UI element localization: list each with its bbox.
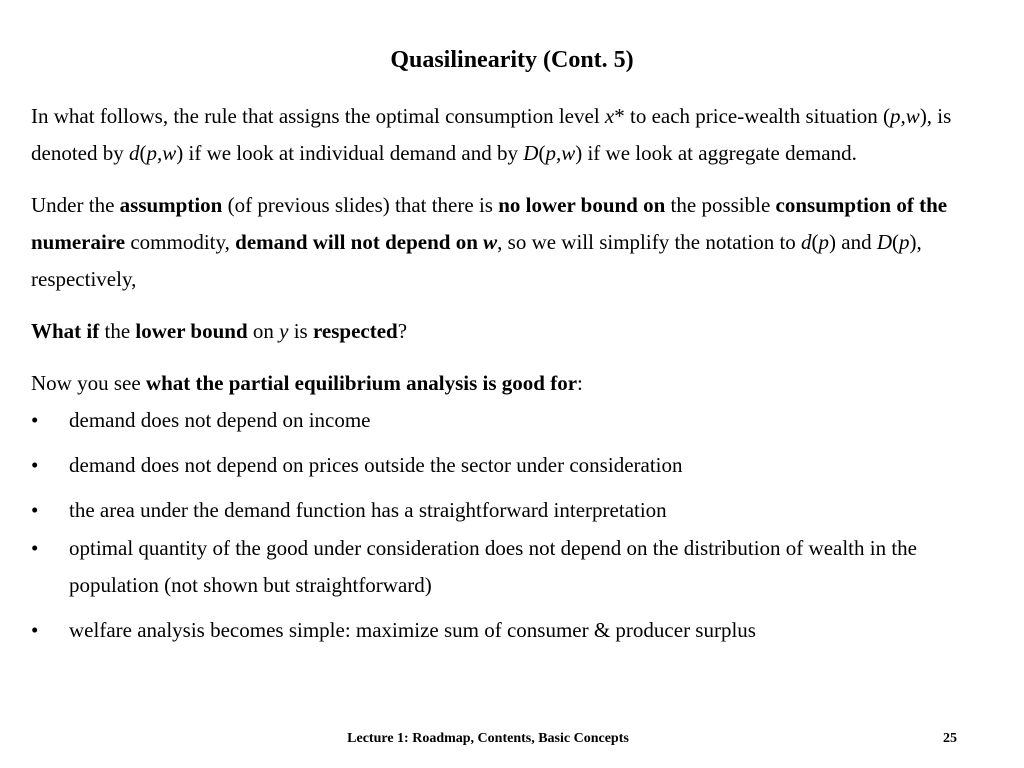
text-segment: (of previous slides) that there is <box>222 193 499 217</box>
bold-term: what the partial equilibrium analysis is good for <box>145 371 578 395</box>
text-segment: Under the <box>31 193 120 217</box>
list-item <box>31 402 981 439</box>
math-pw: p,w <box>146 141 177 165</box>
math-w: w <box>483 230 498 254</box>
bullet-dot: • <box>31 498 39 522</box>
list-item <box>31 612 981 649</box>
math-p: p <box>899 230 910 254</box>
list-item-text: optimal quantity of the good under consideration does not depend on the distribution of wealth in the population (not shown but straightforward) <box>69 536 917 597</box>
paragraph-assumption <box>31 187 981 298</box>
slide-body <box>31 98 981 649</box>
math-d: d <box>801 230 812 254</box>
text-segment: ), respectively, <box>31 230 922 291</box>
math-d: d <box>128 141 140 165</box>
list-item-text: welfare analysis becomes simple: maximize sum of consumer & producer surplus <box>69 618 756 642</box>
math-pw: p,w <box>890 104 920 128</box>
math-pw: p,w <box>545 141 576 165</box>
bold-term: assumption <box>119 193 223 217</box>
paragraph-notation <box>31 98 981 172</box>
text-segment: the possible <box>665 193 776 217</box>
list-item-text: the area under the demand function has a straightforward interpretation <box>69 498 667 522</box>
text-segment: ( <box>892 230 900 254</box>
text-segment: ( <box>139 141 147 165</box>
bold-term: What if <box>31 319 100 343</box>
text-segment: ( <box>811 230 819 254</box>
paragraph-question <box>31 313 981 350</box>
text-segment: demand will not depend on <box>235 230 484 254</box>
bullet-dot: • <box>31 453 39 477</box>
text-segment: is <box>288 319 313 343</box>
bold-term: consumption of the numeraire <box>31 193 948 254</box>
text-segment: the <box>99 319 136 343</box>
text-segment: to each price-wealth situation ( <box>624 104 891 128</box>
math-D: D <box>876 230 893 254</box>
bullet-dot: • <box>31 618 39 642</box>
list-item <box>31 447 981 484</box>
list-item-text: demand does not depend on income <box>69 408 371 432</box>
math-p: p <box>818 230 830 254</box>
footer-title: Lecture 1: Roadmap, Contents, Basic Concepts <box>347 731 629 746</box>
text-segment: ), is denoted by <box>31 104 952 165</box>
math-x: x <box>604 104 615 128</box>
slide-title: Quasilinearity (Cont. 5) <box>390 47 634 73</box>
text-segment: ) if we look at individual demand and by <box>176 141 524 165</box>
bold-term <box>235 230 497 254</box>
text-segment: on <box>247 319 280 343</box>
text-segment: ) and <box>829 230 877 254</box>
math-y: y <box>279 319 289 343</box>
paragraph-lead-in <box>31 365 981 402</box>
list-item-text: demand does not depend on prices outside the sector under consideration <box>69 453 683 477</box>
text-segment: , so we will simplify the notation to <box>497 230 802 254</box>
page-number: 25 <box>943 731 957 746</box>
bullet-dot: • <box>31 536 39 560</box>
text-segment: commodity, <box>125 230 236 254</box>
text-segment: ) if we look at aggregate demand. <box>575 141 857 165</box>
bullet-dot: • <box>31 408 39 432</box>
text-segment: * <box>614 104 625 128</box>
bullet-list <box>31 402 981 649</box>
list-item <box>31 530 981 604</box>
text-segment: Now you see <box>31 371 146 395</box>
text-segment: ( <box>538 141 546 165</box>
bold-term: lower bound <box>135 319 248 343</box>
bold-term: no lower bound on <box>498 193 666 217</box>
bold-term: respected <box>312 319 398 343</box>
text-segment: ? <box>397 319 408 343</box>
text-segment: : <box>577 371 583 395</box>
list-item <box>31 492 981 529</box>
text-segment: In what follows, the rule that assigns the optimal consumption level <box>31 104 605 128</box>
math-D: D <box>523 141 539 165</box>
